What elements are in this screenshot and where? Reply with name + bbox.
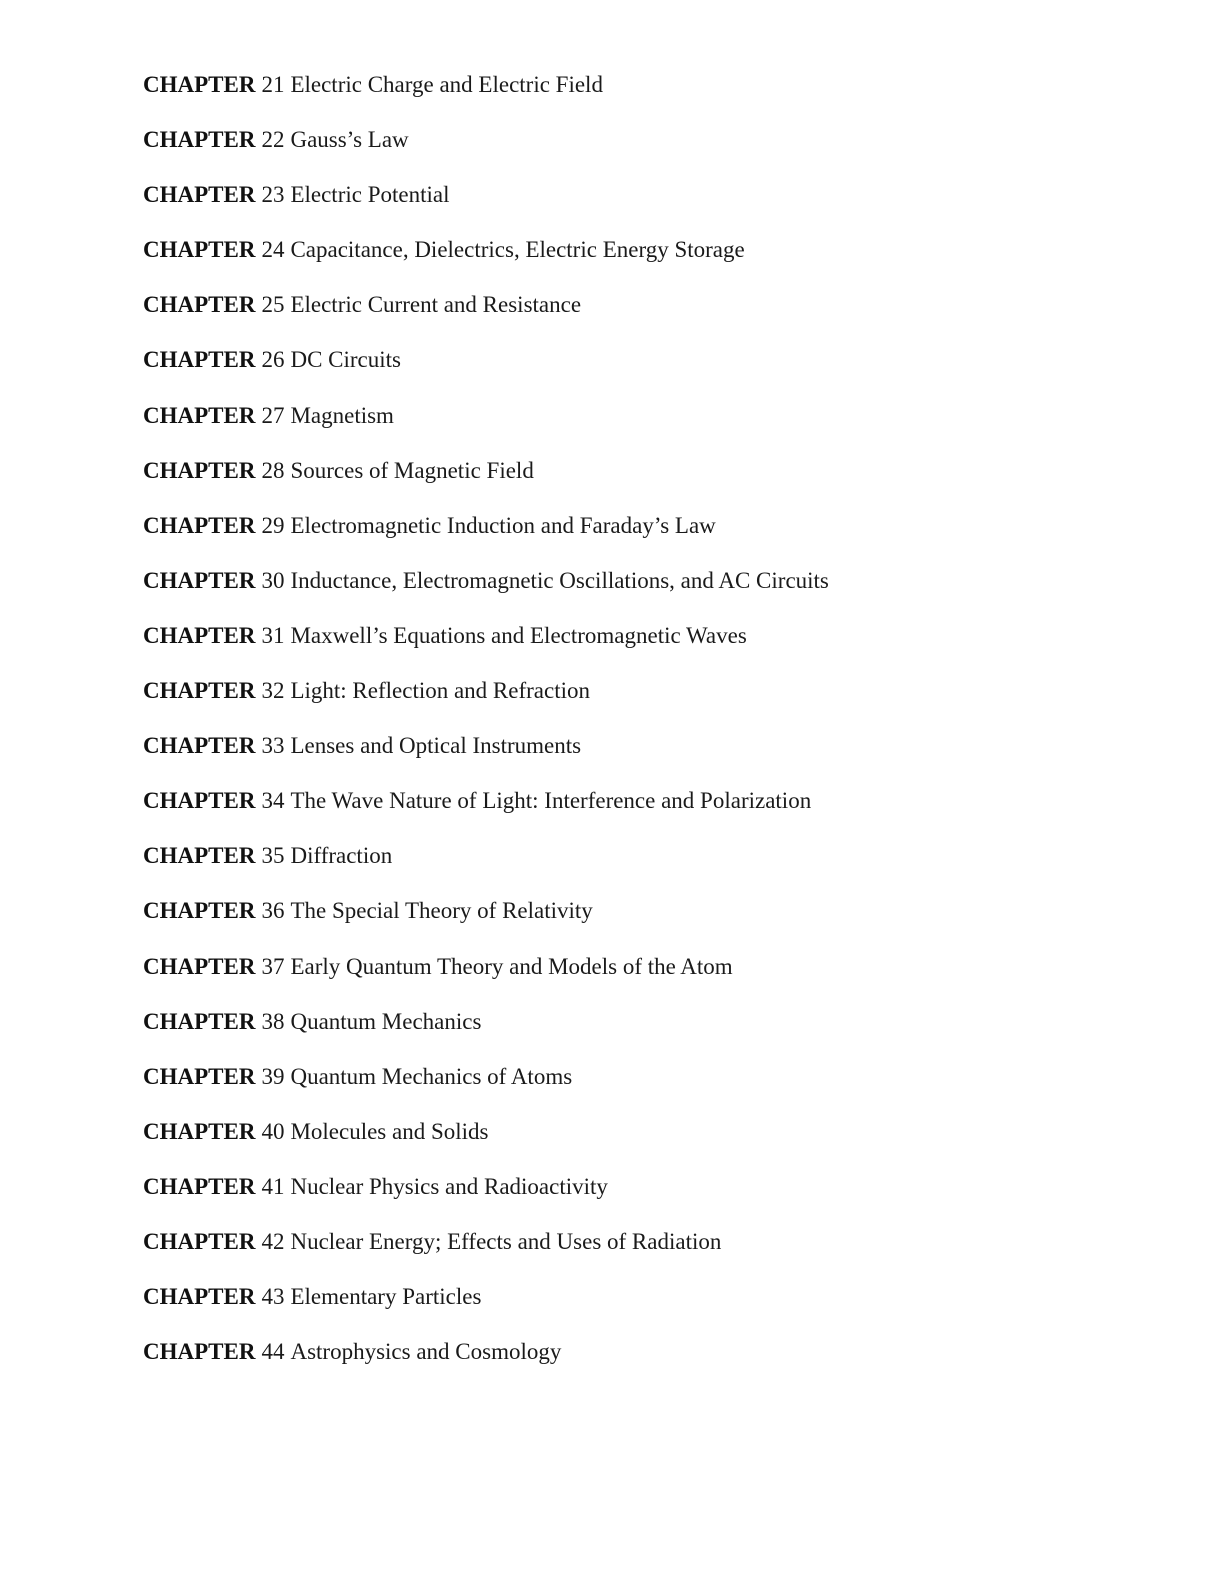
chapter-entry bbox=[143, 70, 829, 125]
chapter-label: CHAPTER bbox=[143, 1173, 256, 1199]
chapter-entry bbox=[143, 676, 829, 731]
chapter-label: CHAPTER bbox=[143, 347, 256, 373]
chapter-title: Sources of Magnetic Field bbox=[290, 457, 534, 483]
chapter-number: 26 bbox=[261, 347, 285, 373]
chapter-entry bbox=[143, 1227, 829, 1282]
chapter-number: 24 bbox=[261, 237, 285, 263]
chapter-label: CHAPTER bbox=[143, 788, 256, 814]
chapter-number: 36 bbox=[261, 898, 285, 924]
chapter-title: Nuclear Energy; Effects and Uses of Radiation bbox=[290, 1228, 722, 1254]
chapter-title: Lenses and Optical Instruments bbox=[290, 733, 582, 759]
chapter-entry bbox=[143, 1172, 829, 1227]
chapter-entry bbox=[143, 566, 829, 621]
chapter-label: CHAPTER bbox=[143, 127, 256, 153]
chapter-title: Quantum Mechanics of Atoms bbox=[290, 1063, 573, 1089]
chapter-label: CHAPTER bbox=[143, 1228, 256, 1254]
chapter-label: CHAPTER bbox=[143, 182, 256, 208]
chapter-label: CHAPTER bbox=[143, 512, 256, 538]
chapter-entry bbox=[143, 511, 829, 566]
chapter-title: Elementary Particles bbox=[290, 1284, 482, 1310]
chapter-title: DC Circuits bbox=[290, 347, 401, 373]
chapter-list bbox=[143, 70, 829, 1392]
chapter-number: 33 bbox=[261, 733, 285, 759]
chapter-title: Capacitance, Dielectrics, Electric Energy Storage bbox=[290, 237, 745, 263]
chapter-number: 23 bbox=[261, 182, 285, 208]
chapter-label: CHAPTER bbox=[143, 843, 256, 869]
chapter-entry bbox=[143, 1337, 829, 1392]
chapter-label: CHAPTER bbox=[143, 292, 256, 318]
chapter-entry bbox=[143, 401, 829, 456]
chapter-label: CHAPTER bbox=[143, 898, 256, 924]
chapter-entry bbox=[143, 290, 829, 345]
chapter-number: 28 bbox=[261, 457, 285, 483]
chapter-number: 30 bbox=[261, 567, 285, 593]
chapter-title: The Wave Nature of Light: Interference and Polarization bbox=[290, 788, 812, 814]
chapter-label: CHAPTER bbox=[143, 1339, 256, 1365]
chapter-label: CHAPTER bbox=[143, 1284, 256, 1310]
chapter-label: CHAPTER bbox=[143, 678, 256, 704]
chapter-entry bbox=[143, 1117, 829, 1172]
chapter-entry bbox=[143, 180, 829, 235]
chapter-label: CHAPTER bbox=[143, 72, 256, 97]
chapter-entry bbox=[143, 1007, 829, 1062]
chapter-entry bbox=[143, 896, 829, 951]
chapter-entry bbox=[143, 1282, 829, 1337]
chapter-entry bbox=[143, 125, 829, 180]
chapter-label: CHAPTER bbox=[143, 622, 256, 648]
chapter-number: 25 bbox=[261, 292, 285, 318]
chapter-title: Electromagnetic Induction and Faraday’s Law bbox=[290, 512, 716, 538]
chapter-label: CHAPTER bbox=[143, 457, 256, 483]
chapter-entry bbox=[143, 621, 829, 676]
chapter-title: Nuclear Physics and Radioactivity bbox=[290, 1173, 608, 1199]
chapter-number: 32 bbox=[261, 678, 285, 704]
chapter-entry bbox=[143, 952, 829, 1007]
chapter-entry bbox=[143, 731, 829, 786]
chapter-label: CHAPTER bbox=[143, 953, 256, 979]
chapter-number: 38 bbox=[261, 1008, 285, 1034]
chapter-title: Magnetism bbox=[290, 402, 394, 428]
chapter-label: CHAPTER bbox=[143, 1118, 256, 1144]
chapter-number: 42 bbox=[261, 1228, 285, 1254]
chapter-title: Electric Charge and Electric Field bbox=[290, 72, 603, 97]
chapter-label: CHAPTER bbox=[143, 402, 256, 428]
chapter-entry bbox=[143, 345, 829, 400]
chapter-title: Diffraction bbox=[290, 843, 393, 869]
chapter-label: CHAPTER bbox=[143, 733, 256, 759]
chapter-number: 21 bbox=[261, 72, 285, 97]
chapter-entry bbox=[143, 1062, 829, 1117]
chapter-number: 37 bbox=[261, 953, 285, 979]
chapter-title: Astrophysics and Cosmology bbox=[290, 1339, 562, 1365]
chapter-label: CHAPTER bbox=[143, 1063, 256, 1089]
chapter-number: 43 bbox=[261, 1284, 285, 1310]
chapter-entry bbox=[143, 456, 829, 511]
chapter-label: CHAPTER bbox=[143, 237, 256, 263]
chapter-label: CHAPTER bbox=[143, 1008, 256, 1034]
chapter-title: The Special Theory of Relativity bbox=[290, 898, 593, 924]
chapter-number: 39 bbox=[261, 1063, 285, 1089]
chapter-title: Quantum Mechanics bbox=[290, 1008, 482, 1034]
chapter-number: 40 bbox=[261, 1118, 285, 1144]
chapter-label: CHAPTER bbox=[143, 567, 256, 593]
chapter-title: Electric Current and Resistance bbox=[290, 292, 582, 318]
chapter-title: Molecules and Solids bbox=[290, 1118, 489, 1144]
chapter-entry bbox=[143, 786, 829, 841]
chapter-title: Light: Reflection and Refraction bbox=[290, 678, 590, 704]
chapter-title: Maxwell’s Equations and Electromagnetic Waves bbox=[290, 622, 747, 648]
chapter-number: 35 bbox=[261, 843, 285, 869]
chapter-title: Early Quantum Theory and Models of the Atom bbox=[290, 953, 733, 979]
chapter-number: 44 bbox=[261, 1339, 285, 1365]
chapter-entry bbox=[143, 841, 829, 896]
chapter-title: Electric Potential bbox=[290, 182, 450, 208]
chapter-title: Gauss’s Law bbox=[290, 127, 409, 153]
chapter-number: 22 bbox=[261, 127, 285, 153]
chapter-number: 29 bbox=[261, 512, 285, 538]
chapter-entry bbox=[143, 235, 829, 290]
chapter-number: 41 bbox=[261, 1173, 285, 1199]
chapter-number: 34 bbox=[261, 788, 285, 814]
chapter-number: 31 bbox=[261, 622, 285, 648]
chapter-number: 27 bbox=[261, 402, 285, 428]
chapter-title: Inductance, Electromagnetic Oscillations, and AC Circuits bbox=[290, 567, 829, 593]
